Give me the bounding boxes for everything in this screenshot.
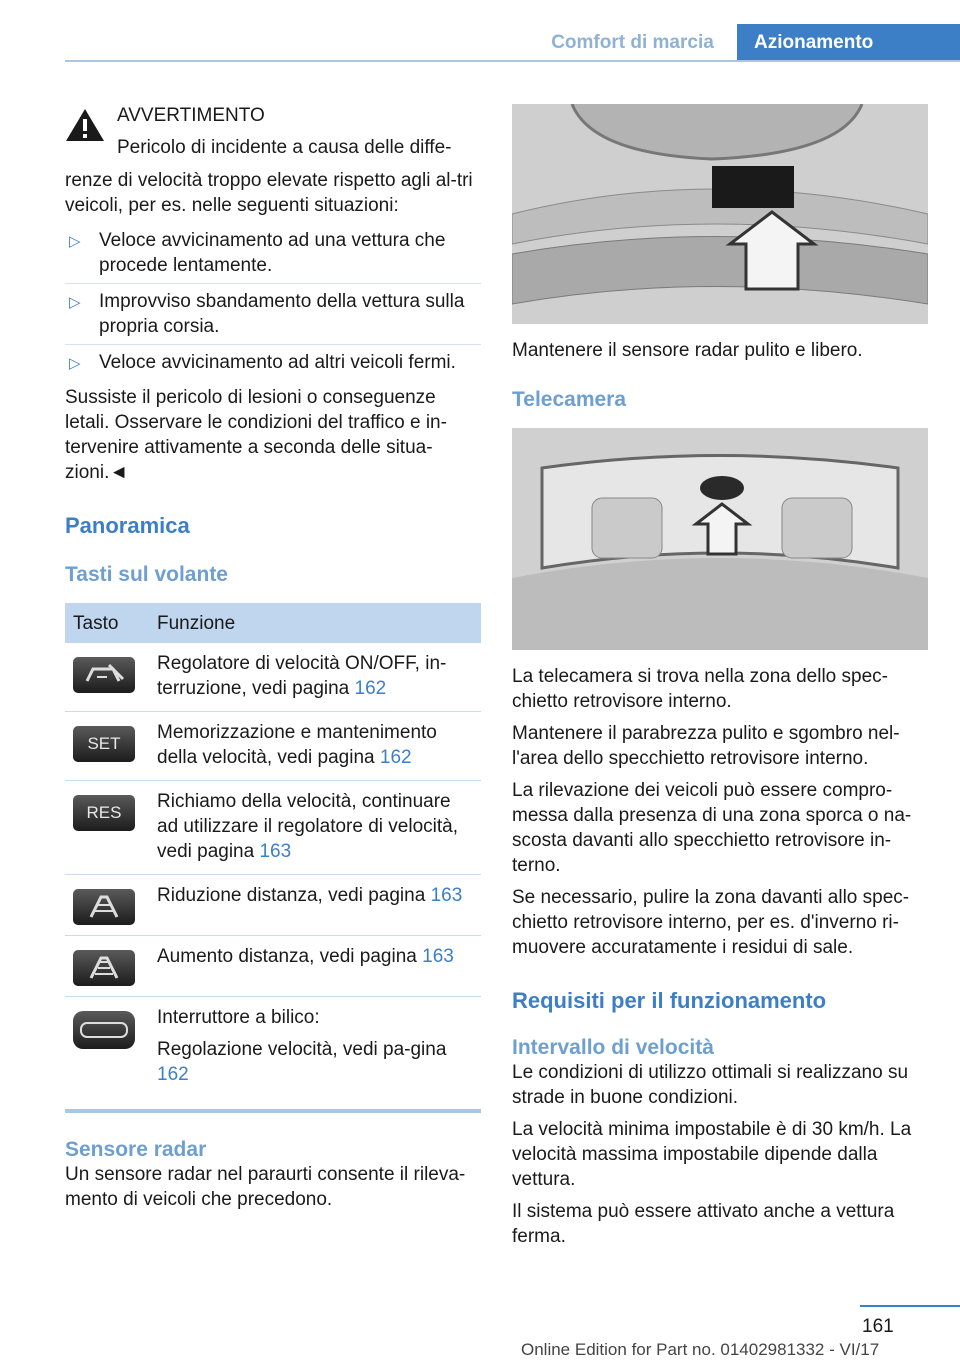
distance-increase-icon: [73, 950, 135, 986]
triangle-bullet-icon: ▷: [69, 233, 81, 250]
distance-decrease-icon: [73, 889, 135, 925]
intervallo-para: Le condizioni di utilizzo ottimali si realizzano su strade in buone condizioni.: [512, 1062, 909, 1108]
warning-icon: [65, 107, 105, 143]
list-item-text: Veloce avvicinamento ad altri veicoli fermi.: [99, 352, 456, 373]
warning-lead: Pericolo di incidente a causa delle diffe-: [117, 137, 452, 158]
row-text: Aumento distanza, vedi pagina: [157, 946, 423, 967]
row-text: Riduzione distanza, vedi pagina: [157, 885, 431, 906]
camera-photo: [512, 428, 928, 650]
table-row: [65, 936, 481, 997]
sensore-text: Un sensore radar nel paraurti consente il rileva-mento di veicoli che precedono.: [65, 1164, 466, 1210]
section-divider: [65, 1109, 481, 1113]
list-item: [65, 350, 481, 380]
triangle-bullet-icon: ▷: [69, 355, 81, 372]
list-item: [65, 228, 481, 284]
warning-block: [65, 103, 481, 160]
telecamera-para: La telecamera si trova nella zona dello spec-chietto retrovisore interno.: [512, 666, 888, 712]
rocker-switch-icon: [73, 1011, 135, 1049]
telecamera-text: [512, 664, 928, 960]
table-header-row: [65, 603, 481, 643]
cruise-onoff-icon: [73, 657, 135, 693]
set-key-icon: SET: [73, 726, 135, 762]
keys-table: [65, 603, 481, 1097]
telecamera-para: La rilevazione dei veicoli può essere compro-messa dalla presenza di una zona sporca o na-scosta davanti allo specchietto retrovisore in-terno.: [512, 780, 912, 876]
footer-divider: [860, 1305, 960, 1307]
sensore-heading: Sensore radar: [65, 1138, 207, 1161]
table-row: [65, 781, 481, 875]
table-row: [65, 875, 481, 936]
tasti-heading: Tasti sul volante: [65, 563, 228, 586]
table-header-funzione: Funzione: [149, 603, 481, 643]
page-link[interactable]: 163: [259, 841, 292, 862]
list-item-text: Improvviso sbandamento della vettura sulla propria corsia.: [99, 291, 465, 337]
warning-text: renze di velocità troppo elevate rispetto agli al-tri veicoli, per es. nelle seguenti situazioni:: [65, 170, 473, 216]
header-divider: [65, 60, 960, 62]
footer-edition: Online Edition for Part no. 01402981332 - VI/17: [521, 1340, 880, 1359]
header-tab-comfort[interactable]: Comfort di marcia: [551, 32, 714, 53]
page-link[interactable]: 162: [354, 678, 387, 699]
list-item: [65, 289, 481, 345]
res-key-icon: RES: [73, 795, 135, 831]
list-item-text: Veloce avvicinamento ad una vettura che procede lentamente.: [99, 230, 446, 276]
warning-title: AVVERTIMENTO: [117, 105, 265, 126]
radar-sensor-photo: [512, 104, 928, 324]
triangle-bullet-icon: ▷: [69, 294, 81, 311]
left-column: [65, 103, 481, 1212]
page-link[interactable]: 163: [430, 885, 463, 906]
telecamera-para: Mantenere il parabrezza pulito e sgombro nel-l'area dello specchietto retrovisore interno.: [512, 723, 900, 769]
radar-caption: Mantenere il sensore radar pulito e libero.: [512, 340, 863, 361]
intervallo-para: La velocità minima impostabile è di 30 km/h. La velocità massima impostabile dipende dalla vettura.: [512, 1119, 912, 1190]
page-link[interactable]: 163: [422, 946, 454, 967]
table-header-tasto: Tasto: [65, 603, 149, 643]
requisiti-heading: Requisiti per il funzionamento: [512, 988, 827, 1013]
telecamera-heading: Telecamera: [512, 388, 627, 411]
right-column: [512, 104, 928, 1249]
row-text: Richiamo della velocità, continuare ad utilizzare il regolatore di velocità, vedi pagina: [157, 791, 458, 862]
row-text-2: Regolazione velocità, vedi pa-gina: [157, 1039, 447, 1060]
warning-bullets: [65, 228, 481, 380]
intervallo-heading: Intervallo di velocità: [512, 1036, 714, 1059]
page-link[interactable]: 162: [157, 1064, 189, 1085]
row-text: Interruttore a bilico:: [157, 1007, 320, 1028]
table-row: [65, 712, 481, 781]
panoramica-heading: Panoramica: [65, 513, 190, 538]
page-link[interactable]: 162: [379, 747, 412, 768]
telecamera-para: Se necessario, pulire la zona davanti allo spec-chietto retrovisore interno, per es. d'inverno ri-muovere accuratamente i residui di sale.: [512, 887, 910, 958]
header-tab-azionamento[interactable]: Azionamento: [737, 24, 960, 62]
table-row: [65, 997, 481, 1098]
row-text: Regolatore di velocità ON/OFF, in-terruzione, vedi pagina: [157, 653, 447, 699]
table-row: [65, 643, 481, 712]
page-number: 161: [862, 1316, 894, 1337]
warning-closing: Sussiste il pericolo di lesioni o conseguenze letali. Osservare le condizioni del traffico e in-tervenire attivamente a seconda delle situa-zioni.◄: [65, 387, 447, 483]
row-text: Memorizzazione e mantenimento della velocità, vedi pagina: [157, 722, 437, 768]
intervallo-para: Il sistema può essere attivato anche a vettura ferma.: [512, 1201, 895, 1247]
